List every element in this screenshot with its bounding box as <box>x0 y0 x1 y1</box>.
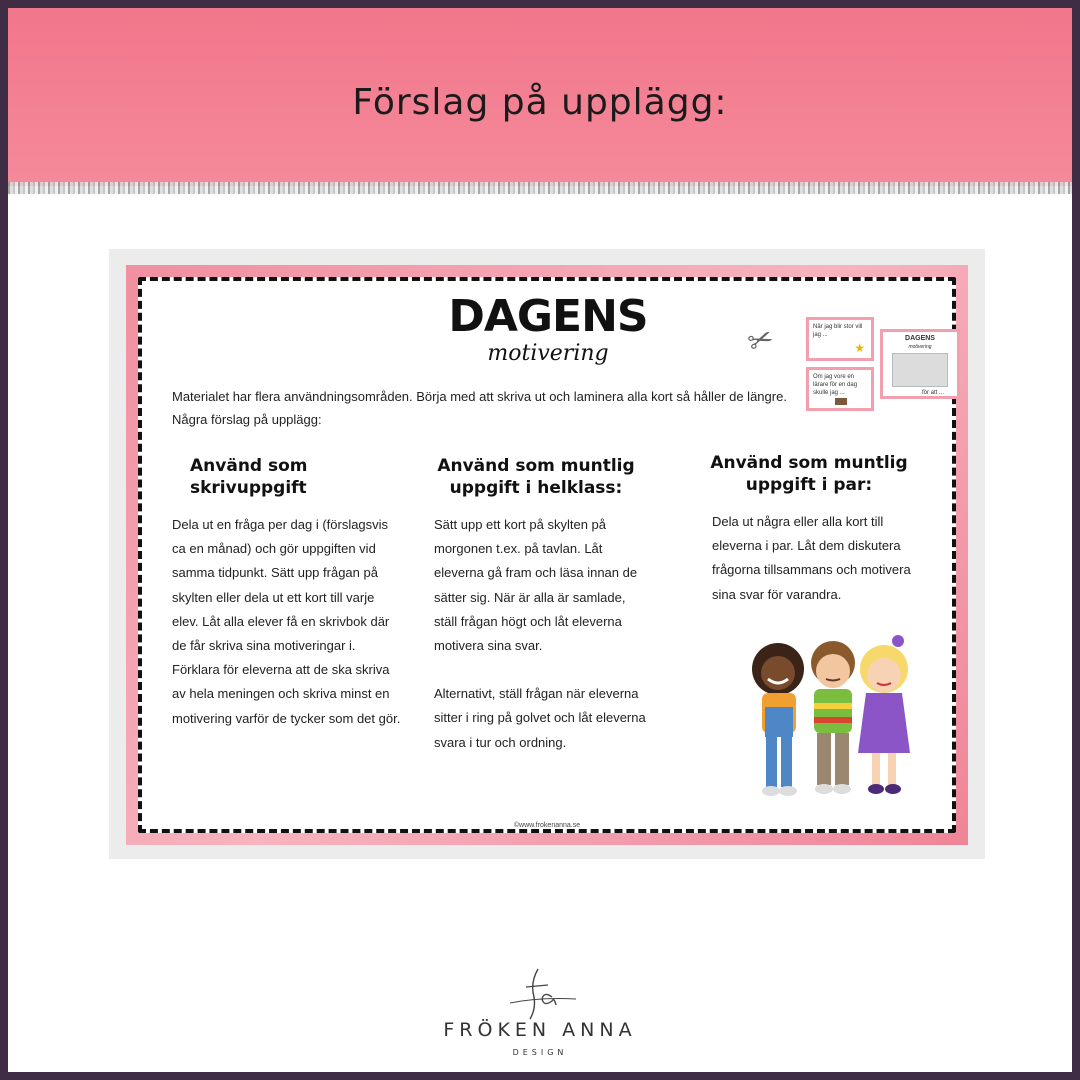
thumbnail-card-c-subtitle: motivering <box>908 344 932 350</box>
preview-card-inner <box>138 277 956 833</box>
preview-title: DAGENS <box>448 291 648 342</box>
thumbnail-card-b-text: Om jag vore en lärare för en dag skulle jag ... <box>813 374 858 396</box>
thumbnail-card-a <box>806 317 874 361</box>
product-preview <box>109 249 985 859</box>
column-writing-body: Dela ut en fråga per dag i (förslagsvis ca en månad) och gör uppgiften vid samma tidpunkt. Sätt upp frågan på skylten eller dela ut ett kort till varje elev. Låt alla elever få en skrivbok där de får skriva sina motiveringar i. Förklara för eleverna att de ska skriva av hela meningen och skriva minst en motivering varför de tycker som det gör. <box>172 517 401 726</box>
column-pairs <box>704 452 914 607</box>
column-class-heading: Använd som muntlig uppgift i helklass: <box>437 456 635 498</box>
preview-credit: ©www.frokenanna.se <box>513 822 581 829</box>
preview-subtitle: motivering <box>487 341 609 366</box>
page <box>8 8 1072 1072</box>
thumbnail-card-a-text: När jag blir stor vill jag ... <box>813 324 863 338</box>
thumbnail-card-c <box>880 329 960 399</box>
desk-icon <box>835 398 847 405</box>
column-writing-heading: Använd som skrivuppgift <box>190 456 308 498</box>
scissors-icon: ✂ <box>743 320 779 361</box>
intro-text: Materialet har flera användningsområden. Börja med att skriva ut och laminera alla kort så håller de längre. Några förslag på upplägg: <box>172 389 787 427</box>
column-pairs-body: Dela ut några eller alla kort till eleverna i par. Låt dem diskutera frågorna tillsammans och motivera sina svar för varandra. <box>712 514 911 602</box>
kids-illustration <box>738 627 928 807</box>
banner-title: Förslag på upplägg: <box>352 82 728 123</box>
column-class-body-alt: Alternativt, ställ frågan när eleverna sitter i ring på golvet och låt eleverna svara i tur och ordning. <box>434 686 646 750</box>
logo-subtitle: DESIGN <box>512 1048 568 1057</box>
logo-mark <box>490 963 590 1023</box>
column-class <box>426 455 646 755</box>
thumbnail-card-c-image <box>892 353 948 387</box>
column-class-body: Sätt upp ett kort på skylten på morgonen t.ex. på tavlan. Låt eleverna gå fram och läsa innan de sätter sig. När är alla är samlade, ställ frågan högt och låt eleverna motivera sina svar. <box>434 517 638 654</box>
logo-name: FRÖKEN ANNA <box>443 1019 637 1041</box>
thumbnail-card-c-footer: för att ... <box>921 390 944 396</box>
thumbnail-card-b <box>806 367 874 411</box>
column-pairs-heading: Använd som muntlig uppgift i par: <box>710 453 908 495</box>
star-icon: ★ <box>854 341 865 355</box>
preview-card <box>126 265 968 845</box>
thumbnail-card-c-title: DAGENS <box>905 335 935 342</box>
header-banner <box>8 8 1072 186</box>
column-writing <box>172 455 402 731</box>
